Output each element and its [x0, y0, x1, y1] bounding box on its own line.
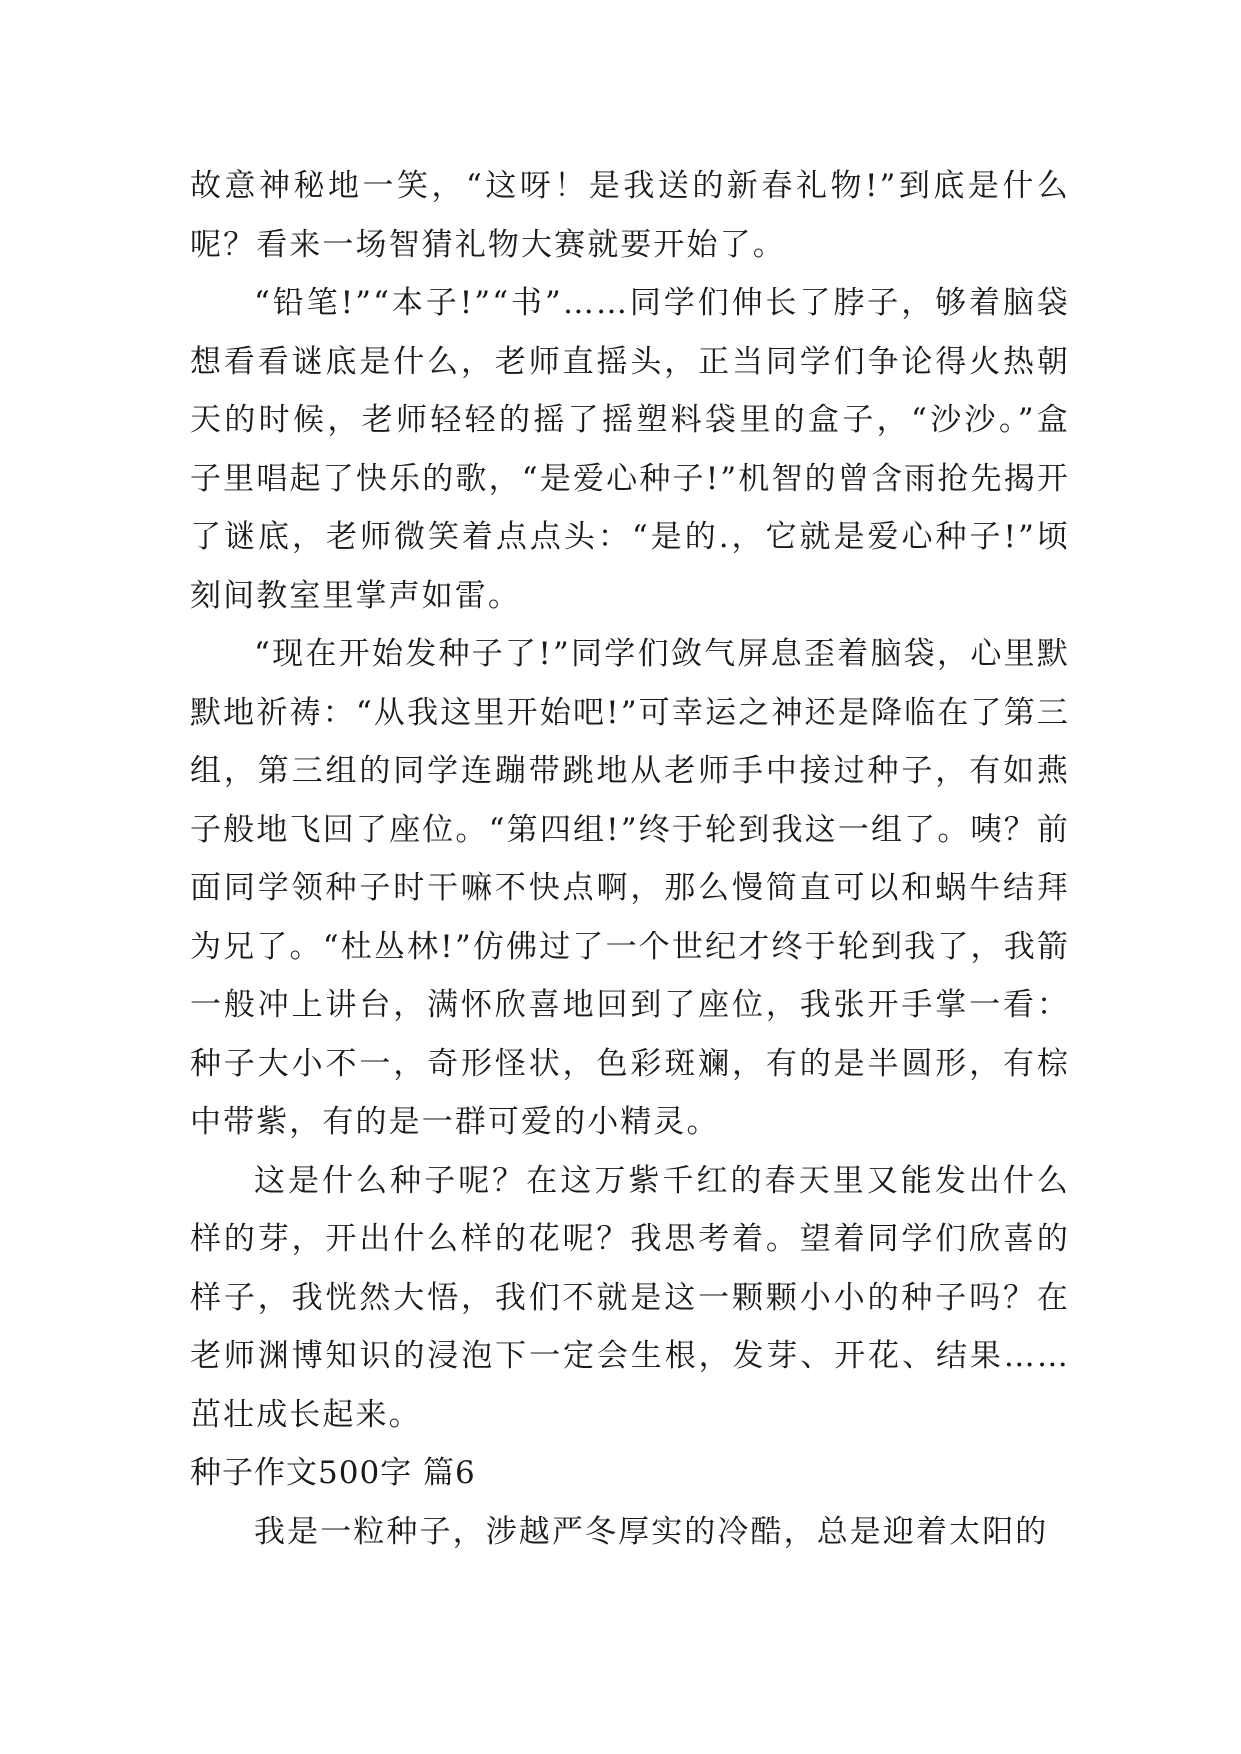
paragraph-5: 我是一粒种子，涉越严冬厚实的冷酷，总是迎着太阳的 — [254, 1513, 1049, 1550]
paragraph-3: “现在开始发种子了!”同学们敛气屏息歪着脑袋，心里默默地祈祷：“从我这里开始吧!”可幸运之神还是降临在了第三组，第三组的同学连蹦带跳地从老师手中接过种子，有如燕子般地飞回了座位。“第四组!”终于轮到我这一组了。咦？前面同学领种子时干嘛不快点啊，那么慢简直可以和蜗牛结拜为兄了。“杜丛林!”仿佛过了一个世纪才终于轮到我了，我箭一般冲上讲台，满怀欣喜地回到了座位，我张开手掌一看：种子大小不一，奇形怪状，色彩斑斓，有的是半圆形，有棕中带紫，有的是一群可爱的小精灵。 — [190, 636, 1070, 1140]
paragraph-4: 这是什么种子呢？在这万紫千红的春天里又能发出什么样的芽，开出什么样的花呢？我思考着。望着同学们欣喜的样子，我恍然大悟，我们不就是这一颗颗小小的种子吗？在老师渊博知识的浸泡下一定会生根，发芽、开花、结果……茁壮成长起来。 — [190, 1162, 1070, 1433]
paragraph-1: 故意神秘地一笑，“这呀！是我送的新春礼物!”到底是什么呢？看来一场智猜礼物大赛就要开始了。 — [190, 168, 1070, 263]
paragraph-2: “铅笔!”“本子!”“书”……同学们伸长了脖子，够着脑袋想看看谜底是什么，老师直摇头，正当同学们争论得火热朝天的时候，老师轻轻的摇了摇塑料袋里的盒子，“沙沙。”盒子里唱起了快乐的歌，“是爱心种子!”机智的曾含雨抢先揭开了谜底，老师微笑着点点头：“是的.，它就是爱心种子!”顷刻间教室里掌声如雷。 — [190, 285, 1070, 614]
section-heading: 种子作文500字 篇6 — [190, 1455, 476, 1491]
article-body — [190, 157, 1070, 1561]
